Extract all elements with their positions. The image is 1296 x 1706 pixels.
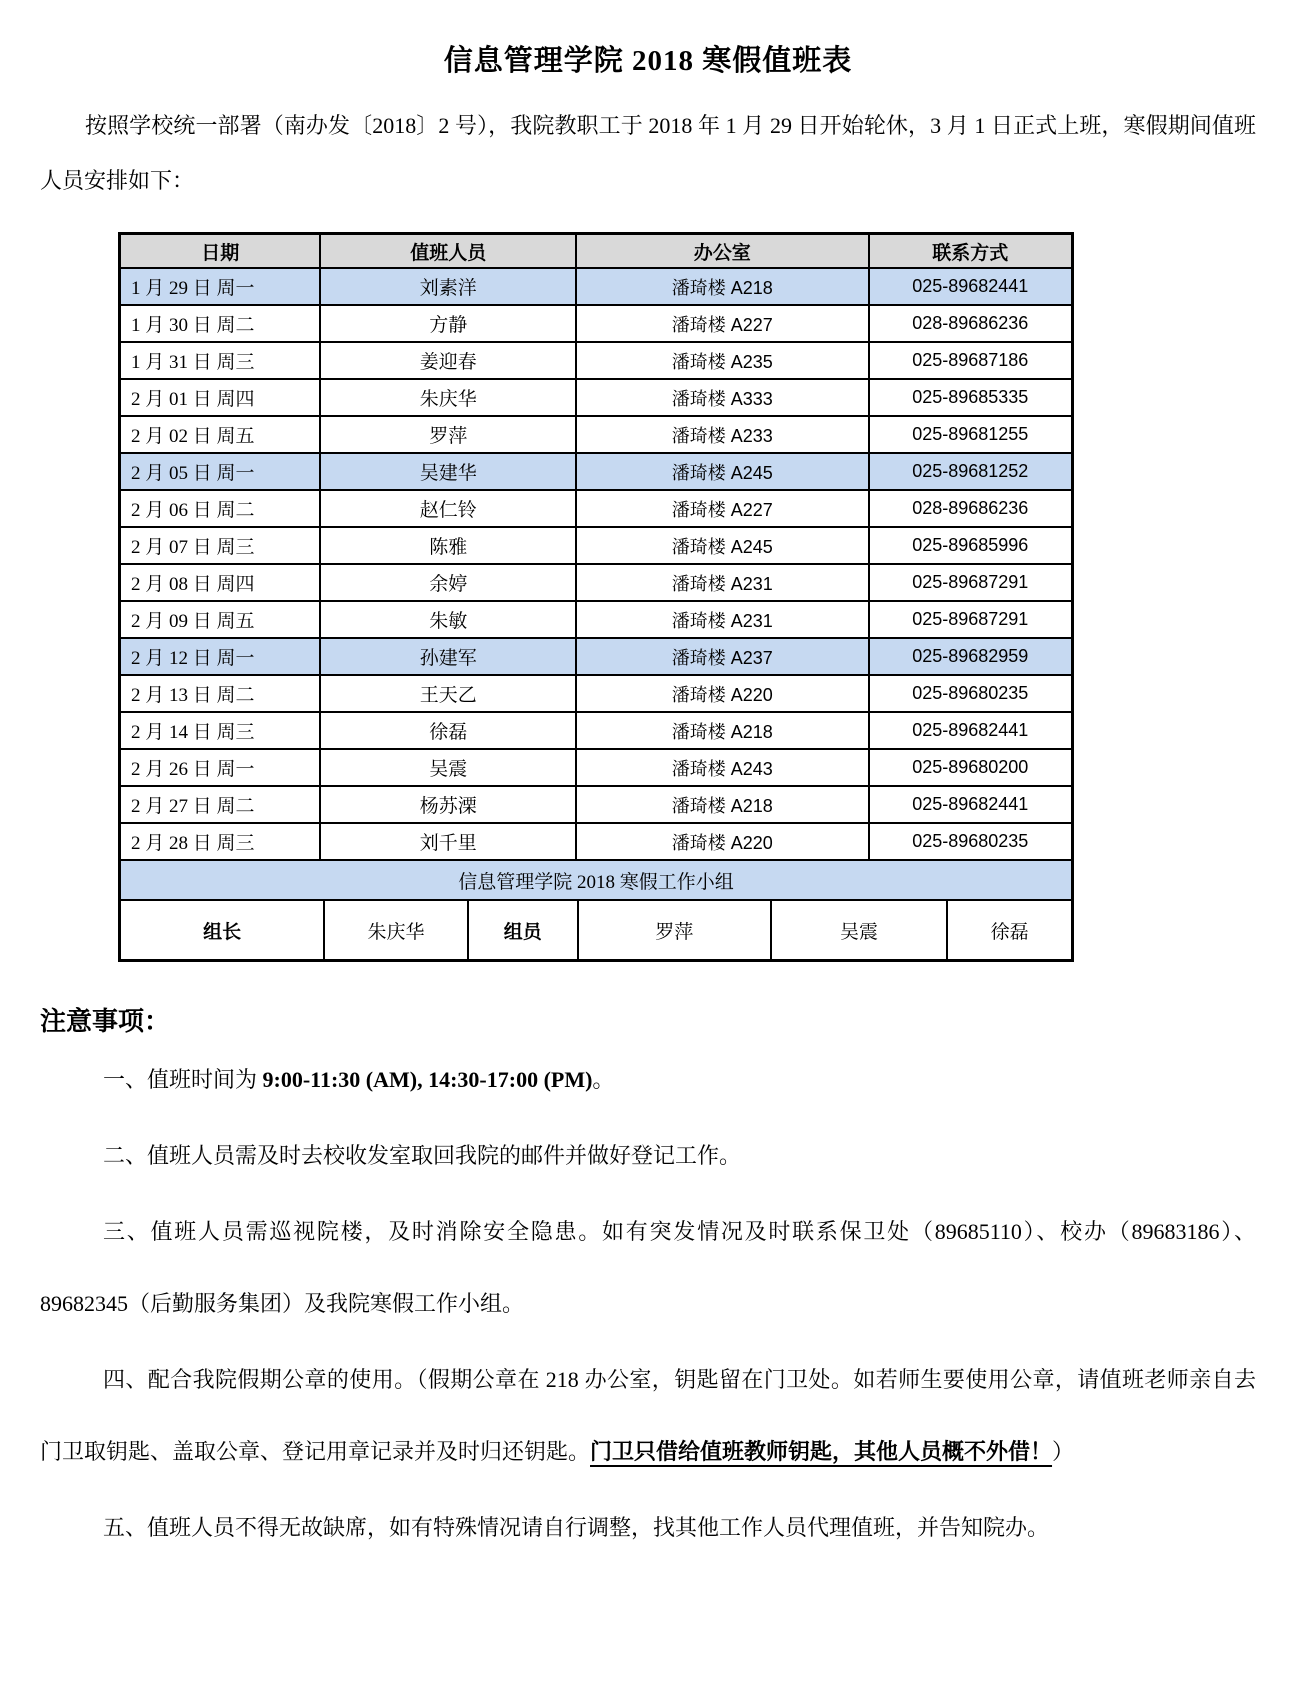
person-cell: 朱敏 (321, 602, 577, 637)
phone-cell: 025-89682441 (912, 720, 1029, 740)
office-cell: 潘琦楼 A333 (577, 380, 870, 415)
date-cell: 2 月 05 日 周一 (121, 454, 321, 489)
phone-cell: 025-89687186 (912, 350, 1029, 370)
phone-cell: 028-89686236 (912, 313, 1029, 333)
office-cell: 潘琦楼 A218 (577, 269, 870, 304)
group-member-name: 罗萍 (579, 901, 772, 959)
duty-table (118, 232, 1074, 962)
table-row (121, 713, 1071, 750)
intro-paragraph: 按照学校统一部署（南办发〔2018〕2 号），我院教职工于 2018 年 1 月 29 日开始轮休，3 月 1 日正式上班，寒假期间值班人员安排如下： (40, 113, 1256, 193)
group-member-name: 徐磊 (990, 921, 1029, 943)
group-member-label: 组员 (469, 901, 579, 959)
note-paragraph (40, 1196, 1256, 1340)
phone-cell: 028-89686236 (912, 498, 1029, 518)
table-row (121, 676, 1071, 713)
person-cell: 刘素洋 (321, 269, 577, 304)
person-cell: 余婷 (321, 565, 577, 600)
person-cell: 朱庆华 (321, 380, 577, 415)
office-cell: 潘琦楼 A218 (577, 787, 870, 822)
note-text: 一、值班时间为 (103, 1067, 263, 1092)
person-cell: 吴震 (321, 750, 577, 785)
note-text: 二、值班人员需及时去校收发室取回我院的邮件并做好登记工作。 (103, 1143, 742, 1168)
group-member-name: 吴震 (772, 901, 949, 959)
note-paragraph (40, 1120, 1256, 1192)
office-cell: 潘琦楼 A227 (577, 306, 870, 341)
date-cell: 1 月 29 日 周一 (121, 269, 321, 304)
person-cell: 姜迎春 (321, 343, 577, 378)
date-cell: 2 月 27 日 周二 (121, 787, 321, 822)
office-cell: 潘琦楼 A218 (577, 713, 870, 748)
page-title: 信息管理学院 2018 寒假值班表 (443, 45, 853, 77)
phone-cell: 025-89687291 (912, 609, 1029, 629)
table-row (121, 491, 1071, 528)
person-cell: 杨苏溧 (321, 787, 577, 822)
date-cell: 2 月 07 日 周三 (121, 528, 321, 563)
group-members-row (121, 901, 1071, 959)
person-cell: 王天乙 (321, 676, 577, 711)
date-cell: 2 月 02 日 周五 (121, 417, 321, 452)
date-cell: 2 月 28 日 周三 (121, 824, 321, 859)
group-title-row (121, 861, 1071, 901)
table-row (121, 787, 1071, 824)
group-leader-name: 朱庆华 (325, 901, 468, 959)
notes-section (40, 1044, 1256, 1564)
date-cell: 2 月 13 日 周二 (121, 676, 321, 711)
date-cell: 2 月 09 日 周五 (121, 602, 321, 637)
table-row (121, 343, 1071, 380)
note-text: 三、值班人员需巡视院楼，及时消除安全隐患。如有突发情况及时联系保卫处（89685110）、校办（89683186）、89682345（后勤服务集团）及我院寒假工作小组。 (40, 1219, 1256, 1316)
office-cell: 潘琦楼 A220 (577, 824, 870, 859)
note-paragraph (40, 1344, 1256, 1488)
note-text: 四、配合我院假期公章的使用。（假期公章在 218 办公室，钥匙留在门卫处。如若师生要使用公章，请值班老师亲自去门卫取钥匙、盖取公章、登记用章记录并及时归还钥匙。 (40, 1367, 1256, 1464)
header-cell: 联系方式 (932, 242, 1009, 264)
notes-heading: 注意事项： (40, 1007, 171, 1036)
phone-cell: 025-89681252 (912, 461, 1029, 481)
table-row (121, 306, 1071, 343)
table-header-row (121, 235, 1071, 269)
group-title-cell: 信息管理学院 2018 寒假工作小组 (458, 871, 734, 893)
date-cell: 2 月 06 日 周二 (121, 491, 321, 526)
office-cell: 潘琦楼 A227 (577, 491, 870, 526)
table-row (121, 824, 1071, 861)
phone-cell: 025-89680200 (912, 757, 1029, 777)
date-cell: 2 月 12 日 周一 (121, 639, 321, 674)
date-cell: 1 月 31 日 周三 (121, 343, 321, 378)
note-paragraph (40, 1044, 1256, 1116)
table-row (121, 454, 1071, 491)
office-cell: 潘琦楼 A233 (577, 417, 870, 452)
phone-cell: 025-89681255 (912, 424, 1029, 444)
phone-cell: 025-89680235 (912, 683, 1029, 703)
note-bold-text: 9:00-11:30 (AM), 14:30-17:00 (PM) (262, 1067, 593, 1092)
office-cell: 潘琦楼 A245 (577, 454, 870, 489)
person-cell: 刘千里 (321, 824, 577, 859)
phone-cell: 025-89685335 (912, 387, 1029, 407)
office-cell: 潘琦楼 A235 (577, 343, 870, 378)
office-cell: 潘琦楼 A237 (577, 639, 870, 674)
phone-cell: 025-89682959 (912, 646, 1029, 666)
office-cell: 潘琦楼 A245 (577, 528, 870, 563)
date-cell: 2 月 01 日 周四 (121, 380, 321, 415)
note-text: 五、值班人员不得无故缺席，如有特殊情况请自行调整，找其他工作人员代理值班，并告知院办。 (103, 1515, 1050, 1540)
group-leader-label: 组长 (121, 901, 325, 959)
person-cell: 徐磊 (321, 713, 577, 748)
person-cell: 吴建华 (321, 454, 577, 489)
date-cell: 2 月 14 日 周三 (121, 713, 321, 748)
table-row (121, 565, 1071, 602)
person-cell: 方静 (321, 306, 577, 341)
table-row (121, 602, 1071, 639)
phone-cell: 025-89687291 (912, 572, 1029, 592)
phone-cell: 025-89682441 (912, 276, 1029, 296)
table-row (121, 380, 1071, 417)
table-row (121, 639, 1071, 676)
date-cell: 1 月 30 日 周二 (121, 306, 321, 341)
table-row (121, 417, 1071, 454)
person-cell: 孙建军 (321, 639, 577, 674)
office-cell: 潘琦楼 A231 (577, 565, 870, 600)
office-cell: 潘琦楼 A231 (577, 602, 870, 637)
note-paragraph (40, 1492, 1256, 1564)
note-text: 。 (592, 1067, 615, 1092)
note-text: ） (1052, 1439, 1075, 1464)
date-cell: 2 月 26 日 周一 (121, 750, 321, 785)
person-cell: 罗萍 (321, 417, 577, 452)
phone-cell: 025-89680235 (912, 831, 1029, 851)
header-cell: 日期 (121, 235, 321, 267)
person-cell: 赵仁铃 (321, 491, 577, 526)
header-cell: 办公室 (577, 235, 870, 267)
table-row (121, 269, 1071, 306)
table-row (121, 750, 1071, 787)
phone-cell: 025-89682441 (912, 794, 1029, 814)
note-bold-underline-text: 门卫只借给值班教师钥匙，其他人员概不外借！ (590, 1439, 1053, 1464)
office-cell: 潘琦楼 A243 (577, 750, 870, 785)
office-cell: 潘琦楼 A220 (577, 676, 870, 711)
header-cell: 值班人员 (321, 235, 577, 267)
phone-cell: 025-89685996 (912, 535, 1029, 555)
person-cell: 陈雅 (321, 528, 577, 563)
date-cell: 2 月 08 日 周四 (121, 565, 321, 600)
table-row (121, 528, 1071, 565)
